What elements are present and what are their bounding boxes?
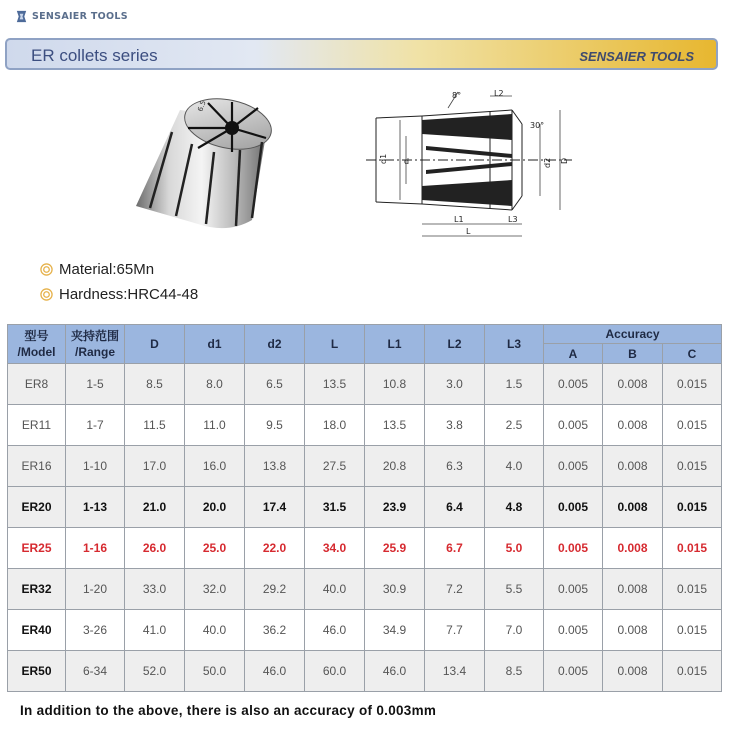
table-cell: 13.5 — [365, 405, 425, 446]
table-cell: 31.5 — [305, 487, 365, 528]
drawing-L2: L2 — [494, 89, 504, 98]
table-cell: 0.015 — [663, 528, 722, 569]
ring-bullet-icon — [40, 263, 53, 276]
table-cell: 0.008 — [603, 651, 663, 692]
table-row — [8, 364, 722, 405]
table-cell: 0.008 — [603, 487, 663, 528]
table-cell: 0.015 — [663, 364, 722, 405]
table-cell: 0.008 — [603, 610, 663, 651]
header-range-en: /Range — [74, 345, 115, 359]
model-cell: ER11 — [8, 405, 66, 446]
table-cell: 0.008 — [603, 569, 663, 610]
table-cell: 6.5 — [245, 364, 305, 405]
table-cell: 0.015 — [663, 446, 722, 487]
table-cell: 11.0 — [185, 405, 245, 446]
table-cell: 16.0 — [185, 446, 245, 487]
table-cell: 8.0 — [185, 364, 245, 405]
table-cell: 3-26 — [66, 610, 125, 651]
drawing-L3: L3 — [508, 215, 518, 224]
header-L3: L3 — [485, 325, 544, 364]
spec-material — [40, 261, 154, 278]
model-cell: ER50 — [8, 651, 66, 692]
table-cell: 7.7 — [425, 610, 485, 651]
table-cell: 21.0 — [125, 487, 185, 528]
page-title: ER collets series — [31, 46, 158, 65]
banner-brand: SENSAIER TOOLS — [579, 49, 694, 64]
brand-logo — [14, 9, 128, 24]
ring-bullet-icon — [40, 288, 53, 301]
table-cell: 0.005 — [544, 651, 603, 692]
header-range — [66, 325, 125, 364]
drawing-d: d — [404, 157, 410, 166]
table-cell: 0.005 — [544, 569, 603, 610]
collet-photo — [128, 88, 278, 238]
table-cell: 20.8 — [365, 446, 425, 487]
header-L1: L1 — [365, 325, 425, 364]
table-cell: 9.5 — [245, 405, 305, 446]
photo-size-label: 6.5 — [196, 99, 208, 113]
drawing-d1: d1 — [379, 153, 388, 164]
table-body — [8, 364, 722, 692]
table-cell: 13.5 — [305, 364, 365, 405]
table-cell: 0.015 — [663, 569, 722, 610]
table-cell: 50.0 — [185, 651, 245, 692]
table-cell: 4.0 — [485, 446, 544, 487]
technical-drawing — [362, 88, 592, 248]
table-row — [8, 528, 722, 569]
drawing-d2: d2 — [543, 157, 552, 168]
drawing-D: D — [560, 157, 569, 164]
header-L: L — [305, 325, 365, 364]
header-accuracy: Accuracy — [544, 325, 722, 344]
table-row — [8, 569, 722, 610]
header-B: B — [603, 344, 663, 364]
table-row — [8, 487, 722, 528]
title-banner — [5, 38, 718, 70]
table-cell: 0.005 — [544, 610, 603, 651]
table-cell: 1-5 — [66, 364, 125, 405]
table-cell: 0.008 — [603, 528, 663, 569]
table-cell: 0.005 — [544, 446, 603, 487]
table-cell: 17.4 — [245, 487, 305, 528]
table-cell: 7.2 — [425, 569, 485, 610]
table-row — [8, 446, 722, 487]
table-cell: 13.8 — [245, 446, 305, 487]
table-cell: 36.2 — [245, 610, 305, 651]
table-cell: 13.4 — [425, 651, 485, 692]
table-cell: 26.0 — [125, 528, 185, 569]
table-cell: 23.9 — [365, 487, 425, 528]
table-cell: 27.5 — [305, 446, 365, 487]
header-model-cn: 型号 — [24, 329, 49, 343]
header-model-en: /Model — [17, 345, 56, 359]
table-row — [8, 610, 722, 651]
table-cell: 0.005 — [544, 364, 603, 405]
model-cell: ER8 — [8, 364, 66, 405]
table-cell: 10.8 — [365, 364, 425, 405]
header-L2: L2 — [425, 325, 485, 364]
table-cell: 25.0 — [185, 528, 245, 569]
table-cell: 1.5 — [485, 364, 544, 405]
table-cell: 34.9 — [365, 610, 425, 651]
table-cell: 3.0 — [425, 364, 485, 405]
table-cell: 40.0 — [185, 610, 245, 651]
table-cell: 40.0 — [305, 569, 365, 610]
table-cell: 4.8 — [485, 487, 544, 528]
header-D: D — [125, 325, 185, 364]
table-cell: 8.5 — [125, 364, 185, 405]
table-cell: 1-13 — [66, 487, 125, 528]
collet-spec-table — [7, 324, 722, 692]
table-cell: 0.005 — [544, 528, 603, 569]
header-range-cn: 夹持范围 — [70, 329, 119, 343]
drawing-angle-30: 30° — [530, 121, 545, 130]
table-cell: 7.0 — [485, 610, 544, 651]
footnote: In addition to the above, there is also an accuracy of 0.003mm — [20, 703, 437, 718]
table-cell: 0.015 — [663, 487, 722, 528]
material-text: Material:65Mn — [59, 261, 155, 278]
header-d1: d1 — [185, 325, 245, 364]
table-cell: 8.5 — [485, 651, 544, 692]
table-cell: 17.0 — [125, 446, 185, 487]
drawing-L1: L1 — [454, 215, 464, 224]
table-cell: 22.0 — [245, 528, 305, 569]
drawing-angle-8: 8° — [452, 91, 462, 100]
hardness-text: Hardness:HRC44-48 — [59, 286, 199, 303]
header-C: C — [663, 344, 722, 364]
table-cell: 33.0 — [125, 569, 185, 610]
table-cell: 6.7 — [425, 528, 485, 569]
table-cell: 25.9 — [365, 528, 425, 569]
table-cell: 30.9 — [365, 569, 425, 610]
table-cell: 0.005 — [544, 405, 603, 446]
table-cell: 6.3 — [425, 446, 485, 487]
drawing-L: L — [466, 227, 471, 236]
table-cell: 5.5 — [485, 569, 544, 610]
table-cell: 0.005 — [544, 487, 603, 528]
model-cell: ER32 — [8, 569, 66, 610]
table-cell: 41.0 — [125, 610, 185, 651]
table-cell: 0.008 — [603, 364, 663, 405]
table-cell: 3.8 — [425, 405, 485, 446]
table-cell: 34.0 — [305, 528, 365, 569]
model-cell: ER16 — [8, 446, 66, 487]
table-cell: 20.0 — [185, 487, 245, 528]
table-row — [8, 405, 722, 446]
table-cell: 0.008 — [603, 405, 663, 446]
logo-text: SENSAIER TOOLS — [32, 11, 128, 22]
table-cell: 1-10 — [66, 446, 125, 487]
model-cell: ER25 — [8, 528, 66, 569]
header-d2: d2 — [245, 325, 305, 364]
spec-hardness — [40, 286, 198, 303]
table-cell: 5.0 — [485, 528, 544, 569]
table-cell: 46.0 — [365, 651, 425, 692]
table-row — [8, 651, 722, 692]
table-cell: 2.5 — [485, 405, 544, 446]
table-cell: 0.015 — [663, 610, 722, 651]
table-cell: 1-16 — [66, 528, 125, 569]
table-cell: 6.4 — [425, 487, 485, 528]
table-cell: 29.2 — [245, 569, 305, 610]
header-A: A — [544, 344, 603, 364]
table-cell: 18.0 — [305, 405, 365, 446]
table-cell: 46.0 — [305, 610, 365, 651]
table-cell: 52.0 — [125, 651, 185, 692]
table-cell: 1-20 — [66, 569, 125, 610]
table-cell: 46.0 — [245, 651, 305, 692]
table-cell: 32.0 — [185, 569, 245, 610]
table-cell: 60.0 — [305, 651, 365, 692]
model-cell: ER20 — [8, 487, 66, 528]
header-model — [8, 325, 66, 364]
table-cell: 0.015 — [663, 651, 722, 692]
table-cell: 0.008 — [603, 446, 663, 487]
model-cell: ER40 — [8, 610, 66, 651]
table-cell: 11.5 — [125, 405, 185, 446]
table-cell: 1-7 — [66, 405, 125, 446]
table-cell: 0.015 — [663, 405, 722, 446]
logo-icon — [14, 9, 29, 24]
table-cell: 6-34 — [66, 651, 125, 692]
